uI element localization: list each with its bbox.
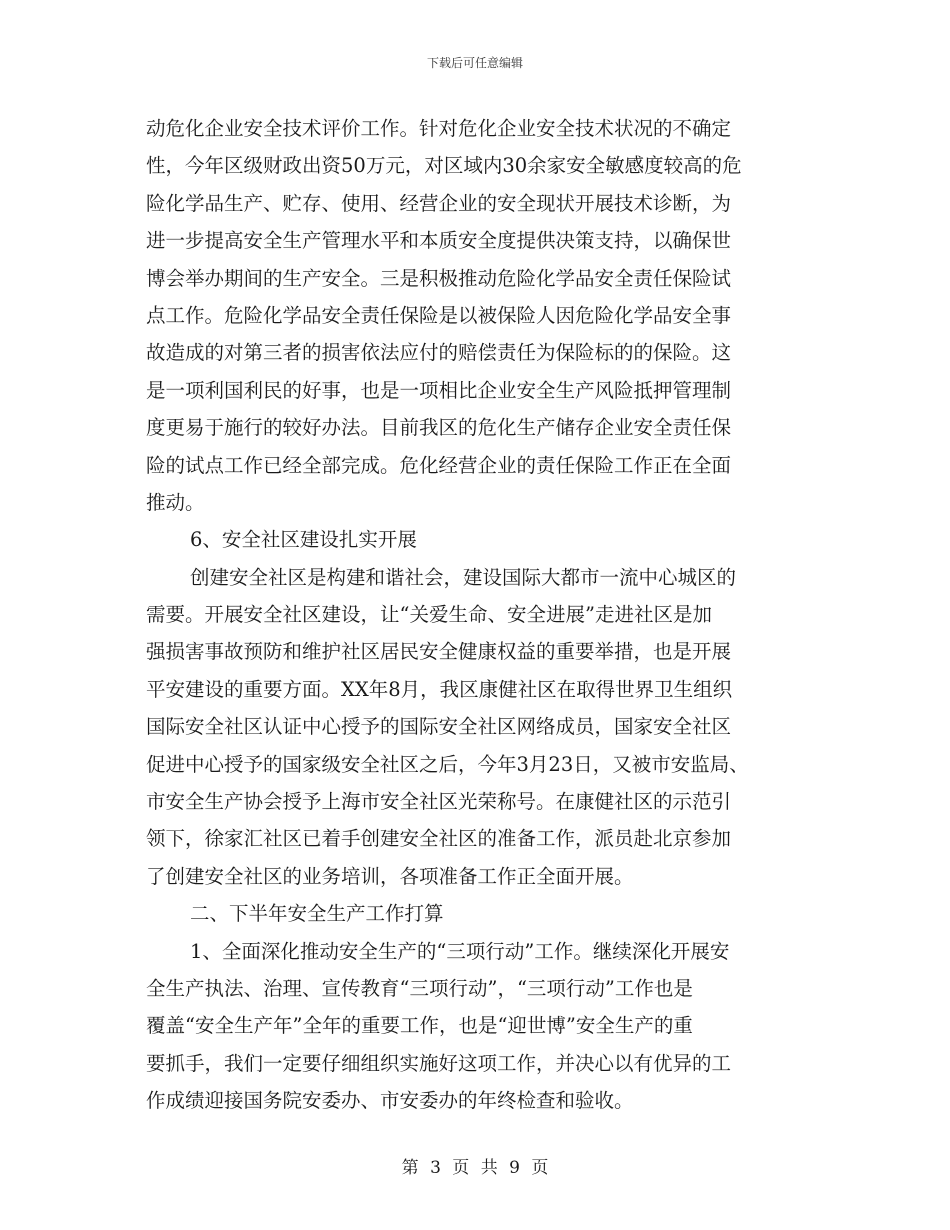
text-line: 动危化企业安全技术评价工作。针对危化企业安全技术状况的不确定 <box>146 117 732 140</box>
document-body <box>146 110 812 1120</box>
text-line: 平安建设的重要方面。XX年8月，我区康健社区在取得世界卫生组织 <box>146 677 733 701</box>
text-line: 作成绩迎接国务院安委办、市安委办的年终检查和验收。 <box>146 1089 634 1113</box>
text-line: 故造成的对第三者的损害依法应付的赔偿责任为保险标的的保险。这 <box>146 341 732 365</box>
text-line: 博会举办期间的生产安全。三是积极推动危险化学品安全责任保险试 <box>146 266 732 290</box>
text-line: 是一项利国利民的好事，也是一项相比企业安全生产风险抵押管理制 <box>146 378 732 402</box>
text-line: 覆盖“安全生产年”全年的重要工作，也是“迎世博”安全生产的重 <box>146 1014 693 1038</box>
text-line: 市安全生产协会授予上海市安全社区光荣称号。在康健社区的示范引 <box>146 790 732 814</box>
text-line: 强损害事故预防和维护社区居民安全健康权益的重要举措，也是开展 <box>146 640 732 664</box>
paragraph-tech-evaluation <box>146 110 812 521</box>
text-line: 1、全面深化推动安全生产的“三项行动”工作。继续深化开展安 <box>190 939 730 963</box>
text-line: 国际安全社区认证中心授予的国际安全社区网络成员，国家安全社区 <box>146 715 732 739</box>
text-line: 性，今年区级财政出资50万元，对区域内30余家安全敏感度较高的危 <box>146 154 742 178</box>
section-heading-safe-community: 6、安全社区建设扎实开展 <box>190 528 417 552</box>
paragraph-three-actions <box>146 933 812 1120</box>
text-line: 险的试点工作已经全部完成。危化经营企业的责任保险工作正在全面 <box>146 453 732 477</box>
text-line: 进一步提高安全生产管理水平和本质安全度提供决策支持，以确保世 <box>146 229 732 253</box>
paragraph-safe-community <box>146 559 812 896</box>
text-line: 需要。开展安全社区建设，让“关爱生命、安全进展”走进社区是加 <box>146 603 712 627</box>
text-line: 了创建安全社区的业务培训，各项准备工作正全面开展。 <box>146 864 634 888</box>
text-line: 全生产执法、治理、宣传教育“三项行动”，“三项行动”工作也是 <box>146 976 693 1000</box>
text-line: 推动。 <box>146 490 205 514</box>
text-line: 险化学品生产、贮存、使用、经营企业的安全现状开展技术诊断，为 <box>146 191 732 215</box>
section-heading-second-half-plan: 二、下半年安全生产工作打算 <box>190 902 444 926</box>
text-line: 度更易于施行的较好办法。目前我区的危化生产储存企业安全责任保 <box>146 416 732 440</box>
text-line: 领下，徐家汇社区已着手创建安全社区的准备工作，派员赴北京参加 <box>146 827 732 851</box>
text-line: 创建安全社区是构建和谐社会，建设国际大都市一流中心城区的 <box>190 565 737 589</box>
text-line: 点工作。危险化学品安全责任保险是以被保险人因危险化学品安全事 <box>146 303 732 327</box>
text-line: 要抓手，我们一定要仔细组织实施好这项工作，并决心以有优异的工 <box>146 1051 732 1075</box>
text-line: 促进中心授予的国家级安全社区之后，今年3月23日，又被市安监局、 <box>146 752 749 776</box>
page-number-footer: 第 3 页 共 9 页 <box>401 1158 549 1178</box>
page-header: 下载后可任意编辑 <box>426 56 523 70</box>
